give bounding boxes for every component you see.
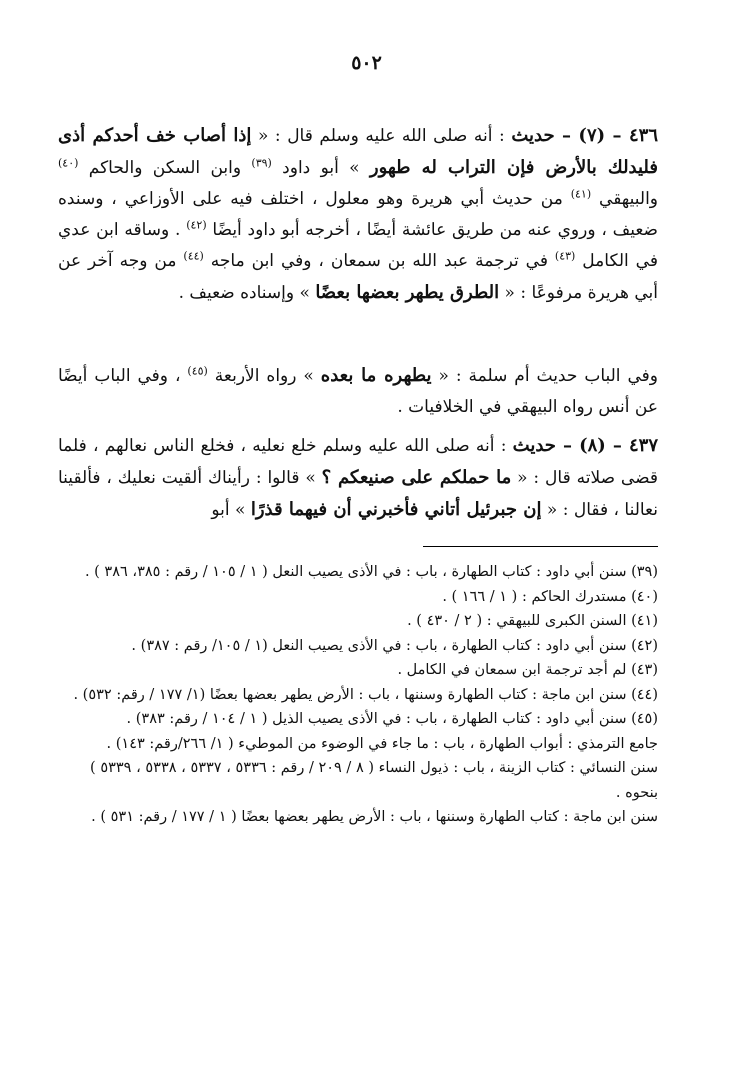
quoted-hadith: يطهره ما بعده bbox=[320, 365, 432, 386]
hadith-number: ٤٣٦ – (٧) – حديث bbox=[511, 125, 658, 146]
text: » وإسناده ضعيف . bbox=[178, 283, 316, 303]
footnote-ref: (٣٩) bbox=[251, 156, 272, 170]
hadith-number: ٤٣٧ – (٨) – حديث bbox=[512, 435, 658, 456]
text: . وساقه ابن عدي في الكامل bbox=[58, 220, 658, 271]
page-number: ٥٠٢ bbox=[351, 52, 382, 74]
footnote-42: (٤٢) سنن أبي داود : كتاب الطهارة ، باب : في الأذى يصيب النعل (١ / ١٠٥/ رقم : ٣٨٧) . bbox=[131, 637, 658, 654]
bab-paragraph bbox=[58, 360, 658, 423]
hadith-437-paragraph bbox=[58, 430, 658, 526]
text: » قالوا : رأيناك ألقيت نعليك ، فألقينا نعالنا ، فقال : « bbox=[58, 468, 658, 520]
footnote-ref: (٤٤) bbox=[183, 249, 204, 263]
footnote-ref: (٤٣) bbox=[554, 249, 576, 263]
footnotes bbox=[58, 560, 658, 830]
quoted-hadith: إن جبرئيل أتاني فأخبرني أن فيهما قذرًا bbox=[250, 499, 542, 520]
text: » أبو داود bbox=[271, 158, 370, 178]
text: : أنه صلى الله عليه وسلم قال : « bbox=[251, 126, 512, 146]
footnote-44: (٤٤) سنن ابن ماجة : كتاب الطهارة وسننها ، باب : الأرض يطهر بعضها بعضًا (١/ ١٧٧ / رقم: ٥٣٢) . bbox=[73, 686, 658, 703]
hadith-436-paragraph bbox=[58, 120, 658, 309]
text: والبيهقي bbox=[591, 189, 658, 209]
text: وابن السكن والحاكم bbox=[78, 158, 252, 178]
footnote-ref: (٤١) bbox=[570, 187, 592, 201]
text: : أنه صلى الله عليه وسلم خلع نعليه ، فخلع الناس نعالهم ، فلما قضى صلاته قال : « bbox=[58, 436, 658, 488]
text: ، وفي الباب أيضًا عن أنس رواه البيهقي في الخلافيات . bbox=[58, 366, 658, 417]
footnote-ref: (٤٢) bbox=[186, 218, 207, 232]
text: من حديث أبي هريرة وهو معلول ، اختلف فيه على الأوزاعي ، وسنده ضعيف ، وروي عنه من طريق عائشة أيضًا ، أخرجه أبو داود أيضًا bbox=[58, 189, 658, 240]
quoted-hadith: الطرق يطهر بعضها بعضًا bbox=[315, 282, 500, 303]
text: وفي الباب حديث أم سلمة : « bbox=[431, 366, 658, 386]
footnote-43: (٤٣) لم أجد ترجمة ابن سمعان في الكامل . bbox=[397, 662, 658, 678]
footnote-45-nasai: سنن النسائي : كتاب الزينة ، باب : ذيول النساء ( ٨ / ٢٠٩ / رقم : ٥٣٣٦ ، ٥٣٣٧ ، ٥٣٣٨ ، ٥٣٣٩ ) بنحوه . bbox=[90, 760, 658, 801]
text: » أبو bbox=[211, 500, 251, 520]
footnote-45-tirmidhi: جامع الترمذي : أبواب الطهارة ، باب : ما جاء في الوضوء من الموطيء ( ١/ ٢٦٦/رقم: ١٤٣) . bbox=[106, 735, 658, 752]
footnote-40: (٤٠) مستدرك الحاكم : ( ١ / ١٦٦ ) . bbox=[442, 588, 658, 605]
footnote-39: (٣٩) سنن أبي داود : كتاب الطهارة ، باب : في الأذى يصيب النعل ( ١ / ١٠٥ / رقم : ٣٨٥، ٣٨٦ ) . bbox=[84, 564, 658, 580]
footnote-45-ibn-majah: سنن ابن ماجة : كتاب الطهارة وسننها ، باب : الأرض يطهر بعضها بعضًا ( ١ / ١٧٧ / رقم: ٥٣١ ) . bbox=[91, 809, 658, 825]
footnote-ref: (٤٠) bbox=[58, 156, 79, 170]
footnote-divider bbox=[423, 546, 658, 547]
quoted-hadith: إذا أصاب خف أحدكم أذى فليدلك بالأرض فإن التراب له طهور bbox=[58, 125, 658, 178]
footnote-ref: (٤٥) bbox=[187, 364, 208, 378]
footnote-41: (٤١) السنن الكبرى للبيهقي : ( ٢ / ٤٣٠ ) . bbox=[407, 613, 658, 629]
text: من وجه آخر عن أبي هريرة مرفوعًا : « bbox=[58, 251, 658, 303]
quoted-hadith: ما حملكم على صنيعكم ؟ bbox=[321, 467, 512, 488]
text: » رواه الأربعة bbox=[207, 366, 321, 386]
text: في ترجمة عبد الله بن سمعان ، وفي ابن ماجه bbox=[203, 251, 555, 271]
footnote-45: (٤٥) سنن أبي داود : كتاب الطهارة ، باب : في الأذى يصيب الذيل ( ١ / ١٠٤ / رقم: ٣٨٣) . bbox=[126, 711, 658, 727]
